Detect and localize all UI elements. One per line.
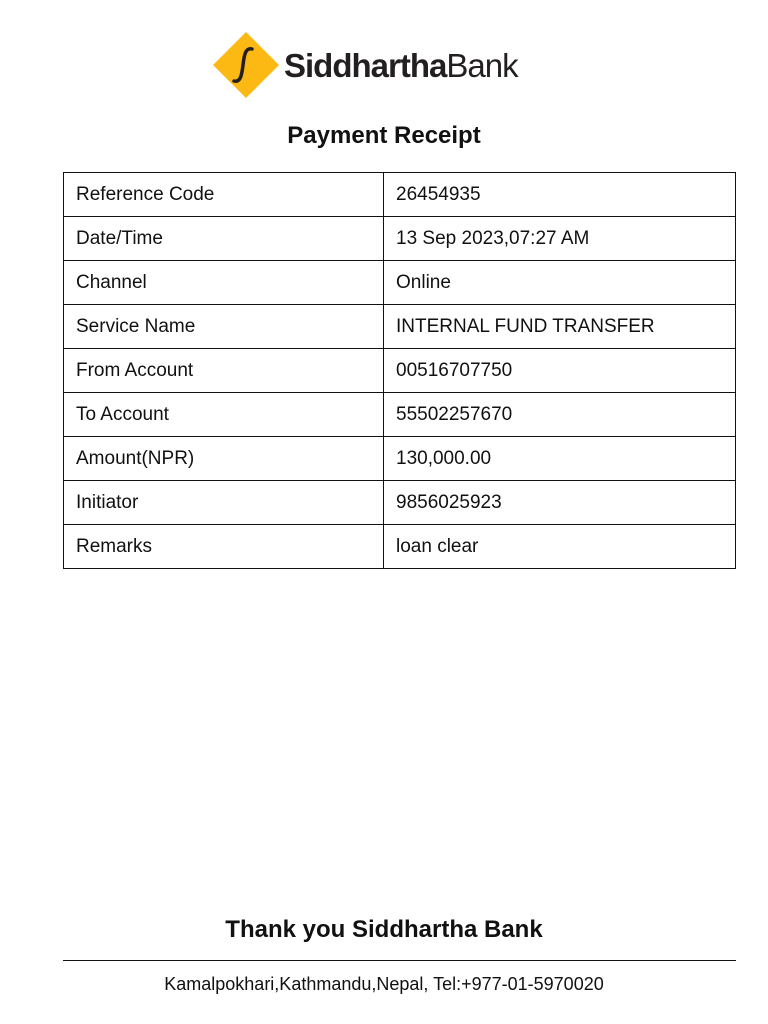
row-value: INTERNAL FUND TRANSFER — [384, 305, 736, 349]
table-row-service-name — [64, 305, 736, 349]
row-value: Online — [384, 261, 736, 305]
logo-wordmark-light: Bank — [446, 46, 518, 84]
row-value: 00516707750 — [384, 349, 736, 393]
table-row-channel — [64, 261, 736, 305]
table-row-amount — [64, 437, 736, 481]
bank-address: Kamalpokhari,Kathmandu,Nepal, Tel:+977-01-5970020 — [164, 974, 604, 994]
logo-wordmark-bold: Siddhartha — [284, 46, 447, 84]
receipt-table — [63, 172, 736, 569]
table-row-reference-code — [64, 173, 736, 217]
table-row-from-account — [64, 349, 736, 393]
row-label: Date/Time — [64, 217, 384, 261]
thank-you-message: Thank you Siddhartha Bank — [225, 916, 543, 943]
page-title: Payment Receipt — [287, 122, 481, 149]
row-label: Service Name — [64, 305, 384, 349]
table-row-date-time — [64, 217, 736, 261]
row-value: 55502257670 — [384, 393, 736, 437]
logo-wordmark — [284, 46, 518, 84]
row-label: From Account — [64, 349, 384, 393]
row-value: 13 Sep 2023,07:27 AM — [384, 217, 736, 261]
table-row-initiator — [64, 481, 736, 525]
siddhartha-diamond-icon — [212, 31, 280, 99]
row-value: 26454935 — [384, 173, 736, 217]
row-label: To Account — [64, 393, 384, 437]
table-row-to-account — [64, 393, 736, 437]
row-label: Channel — [64, 261, 384, 305]
row-label: Reference Code — [64, 173, 384, 217]
row-value: 9856025923 — [384, 481, 736, 525]
row-label: Initiator — [64, 481, 384, 525]
row-value: 130,000.00 — [384, 437, 736, 481]
table-row-remarks — [64, 525, 736, 569]
row-label: Amount(NPR) — [64, 437, 384, 481]
row-label: Remarks — [64, 525, 384, 569]
footer-divider — [63, 960, 736, 961]
bank-logo — [212, 30, 518, 100]
row-value: loan clear — [384, 525, 736, 569]
